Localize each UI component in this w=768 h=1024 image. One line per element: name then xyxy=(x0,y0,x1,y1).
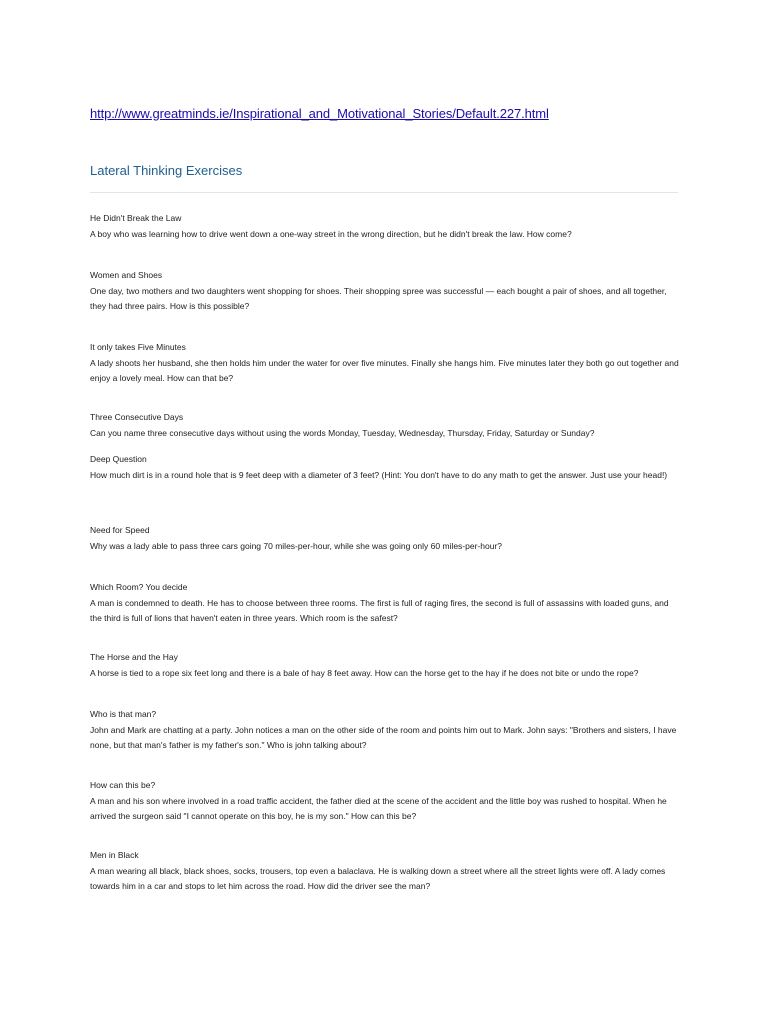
puzzle-title: Men in Black xyxy=(90,850,139,860)
puzzle-entry xyxy=(90,708,680,753)
document-title: Lateral Thinking Exercises xyxy=(90,163,243,178)
puzzle-title: Need for Speed xyxy=(90,525,150,535)
puzzle-title: It only takes Five Minutes xyxy=(90,342,186,352)
puzzle-title: Women and Shoes xyxy=(90,270,163,280)
puzzle-entry xyxy=(90,269,680,314)
puzzle-title: The Horse and the Hay xyxy=(90,652,178,662)
puzzle-body: How much dirt is in a round hole that is 9 feet deep with a diameter of 3 feet? (Hint: You don't have to do any math to get the answer. Just use your head!) xyxy=(90,470,668,480)
puzzle-body: John and Mark are chatting at a party. John notices a man on the other side of the room and points him out to Mark. John says: "Brothers and sisters, I have none, but that man's father is my father's son." Who is john talking about? xyxy=(90,725,677,750)
puzzle-body: A lady shoots her husband, she then holds him under the water for over five minutes. Finally she hangs him. Five minutes later they both go out together and enjoy a lovely meal. How can that be? xyxy=(90,358,679,383)
puzzle-entry xyxy=(90,779,680,824)
puzzle-body: Can you name three consecutive days without using the words Monday, Tuesday, Wednesday, Thursday, Friday, Saturday or Sunday? xyxy=(90,428,595,438)
puzzle-title: Deep Question xyxy=(90,454,147,464)
puzzle-body: A man and his son where involved in a road traffic accident, the father died at the scene of the accident and the little boy was rushed to hospital. When he arrived the surgeon said "I cannot operate on this boy, he is my son." How can this be? xyxy=(90,796,667,821)
puzzle-entry xyxy=(90,341,680,386)
source-url-link[interactable]: http://www.greatminds.ie/Inspirational_and_Motivational_Stories/Default.227.html xyxy=(90,106,549,121)
puzzle-body: Why was a lady able to pass three cars going 70 miles-per-hour, while she was going only 60 miles-per-hour? xyxy=(90,541,502,551)
puzzle-body: A boy who was learning how to drive went down a one-way street in the wrong direction, but he didn't break the law. How come? xyxy=(90,229,572,239)
puzzle-entry xyxy=(90,212,680,242)
puzzle-body: A man wearing all black, black shoes, socks, trousers, top even a balaclava. He is walking down a street where all the street lights were off. A lady comes towards him in a car and stops to let him across the road. How did the driver see the man? xyxy=(90,866,666,891)
puzzle-entry xyxy=(90,581,680,626)
puzzle-entry xyxy=(90,453,680,483)
puzzle-title: Three Consecutive Days xyxy=(90,412,184,422)
puzzle-entry xyxy=(90,411,680,441)
puzzle-entry xyxy=(90,524,680,554)
puzzle-entry xyxy=(90,651,680,681)
puzzle-title: Who is that man? xyxy=(90,709,157,719)
puzzle-body: A horse is tied to a rope six feet long and there is a bale of hay 8 feet away. How can the horse get to the hay if he does not bite or undo the rope? xyxy=(90,668,639,678)
puzzle-title: How can this be? xyxy=(90,780,156,790)
puzzle-body: A man is condemned to death. He has to choose between three rooms. The first is full of raging fires, the second is full of assassins with loaded guns, and the third is full of lions that haven't eaten in three years. Which room is the safest? xyxy=(90,598,669,623)
puzzle-entry xyxy=(90,849,680,894)
puzzle-title: Which Room? You decide xyxy=(90,582,188,592)
puzzle-body: One day, two mothers and two daughters went shopping for shoes. Their shopping spree was successful — each bought a pair of shoes, and all together, they had three pairs. How is this possible? xyxy=(90,286,667,311)
puzzle-title: He Didn't Break the Law xyxy=(90,213,182,223)
title-divider xyxy=(90,192,678,193)
